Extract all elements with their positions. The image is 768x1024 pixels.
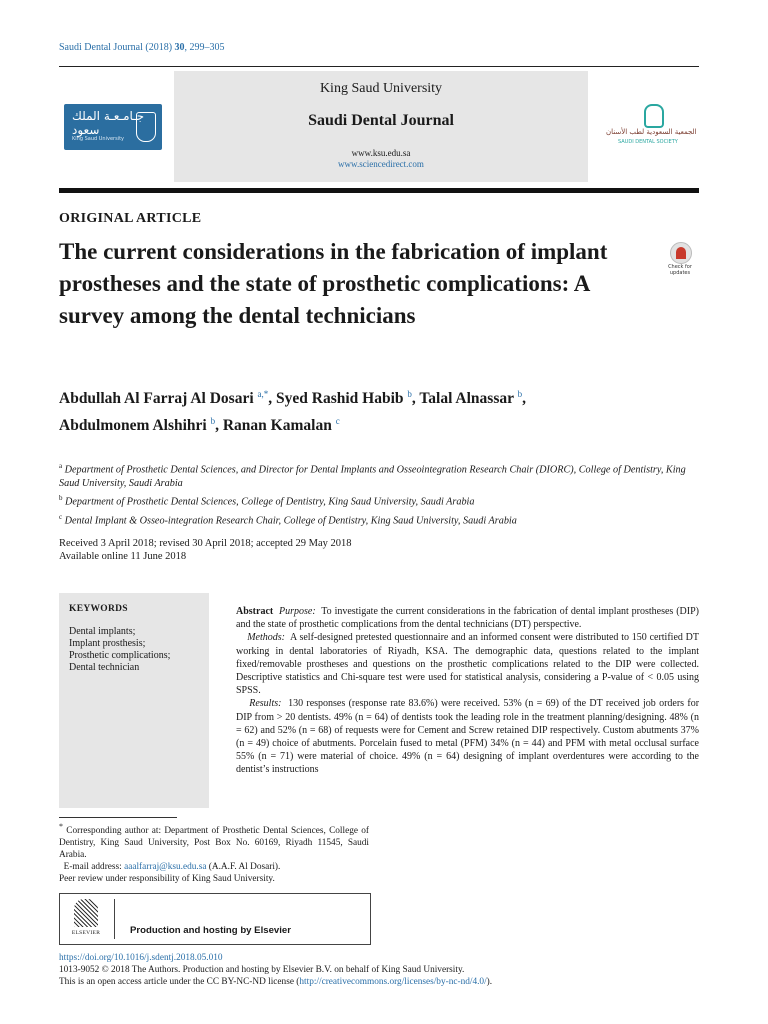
abstract-results: Results: 130 responses (response rate 83.6%) were received. 53% (n = 69) of the DT received job orders for DIP from > 20 dentists. 49% (n = 64) of dentists took the leading role in the treatment planning/designing. 48% (n = 62) and 52% (n = 68) of requests were for Cement and Screw retained DIP respectively. Custom abutments 37% (n = 49) choice of abutments. Porcelain fused to metal (PFM) 34% (n = 44) and PFM with metal occlusal surface 55% (n = 71) were material of choice. 49% (n = 64) designing of implant overdentures were according to the dentist’s instructions xyxy=(236,698,700,776)
tooth-icon xyxy=(644,104,664,128)
author: Talal Alnassar $^b$, xyxy=(419,389,526,408)
citation-pages: , 299–305 xyxy=(184,42,225,53)
ksu-logo-english: King Saud University xyxy=(72,136,124,142)
journal-citation xyxy=(59,42,225,53)
ksu-logo-arabic: جـامـعـة الملك سعود xyxy=(72,109,145,137)
copyright-notice: 1013-9052 © 2018 The Authors. Production and hosting by Elsevier B.V. on behalf of King Saud University. xyxy=(59,965,465,975)
author-affiliation-link[interactable]: b xyxy=(517,389,523,399)
keyword[interactable]: Prosthetic complications; xyxy=(69,650,171,661)
author: Abdulmonem Alshihri $^b$, xyxy=(59,416,223,435)
sds-logo xyxy=(604,104,700,150)
doi-link[interactable]: https://doi.org/10.1016/j.sdentj.2018.05.010 xyxy=(59,953,223,963)
affiliation-item: $^a$ Department of Prosthetic Dental Sciences, and Director for Dental Implants and Osseointegration Research Chair (DIORC), College of Dentistry, King Saud University, Saudi Arabia xyxy=(59,462,686,490)
available-online-date: Available online 11 June 2018 xyxy=(59,551,187,562)
author-affiliation-link[interactable]: a,* xyxy=(257,389,269,399)
affiliation-item: $^b$ Department of Prosthetic Dental Sciences, College of Dentistry, King Saud University, Saudi Arabia xyxy=(59,494,475,508)
abstract-purpose: Abstract Purpose: To investigate the current considerations in the fabrication of dental implant prostheses (DIP) and the state of prosthetic complications from the dental technicians (DT) perspective. xyxy=(236,606,699,631)
abstract xyxy=(236,605,699,777)
author: Ranan Kamalan $^c$ xyxy=(222,416,340,435)
top-rule xyxy=(59,66,699,67)
elsevier-logo xyxy=(68,899,104,939)
citation-text: Saudi Dental Journal (2018) xyxy=(59,42,175,53)
institution-name: King Saud University xyxy=(319,81,443,96)
check-for-updates-badge[interactable] xyxy=(662,242,698,280)
article-type: ORIGINAL ARTICLE xyxy=(59,211,202,226)
footnote-rule xyxy=(59,817,177,818)
keyword[interactable]: Implant prosthesis; xyxy=(69,638,146,649)
sds-logo-arabic: الجمعية السعودية لطب الأسنان xyxy=(606,128,697,136)
corresponding-author-footnote: * Corresponding author at: Department of Prosthetic Dental Sciences, College of Dentistry, King Saud University, Post Box No. 60169, Riyadh 11545, Saudi Arabia. E-mail address: aaalfarraj@ksu.edu.sa (A.A.F. Al Dosari). Peer review under responsibility of King Saud University. xyxy=(59,822,369,885)
elsevier-tree-icon xyxy=(74,899,98,927)
sds-logo-english: SAUDI DENTAL SOCIETY xyxy=(618,139,678,145)
ksu-logo xyxy=(64,104,162,150)
article-title: The current considerations in the fabrication of implant prostheses and the state of prosthetic complications: A survey among the dental technicians xyxy=(59,239,608,328)
author: Abdullah Al Farraj Al Dosari $^{a,*}$, xyxy=(59,389,277,408)
author-affiliation-link[interactable]: b xyxy=(407,389,412,399)
elsevier-box xyxy=(59,893,371,945)
peer-review-note: Peer review under responsibility of King Saud University. xyxy=(59,874,275,885)
keywords-heading: KEYWORDS xyxy=(69,604,128,614)
citation-volume: 30 xyxy=(174,42,185,53)
author: Syed Rashid Habib $^b$, xyxy=(276,389,420,408)
hosting-statement: Production and hosting by Elsevier xyxy=(130,925,291,936)
keyword[interactable]: Dental technician xyxy=(69,662,140,673)
journal-url[interactable]: www.ksu.edu.sa xyxy=(351,148,411,158)
article-footer xyxy=(59,952,699,988)
author-list xyxy=(59,383,679,437)
author-email-link[interactable]: aaalfarraj@ksu.edu.sa xyxy=(124,862,207,873)
license-notice: This is an open access article under the CC BY-NC-ND license (http://creativecommons.org/licenses/by-nc-nd/4.0/). xyxy=(59,977,493,987)
elsevier-logo-text: ELSEVIER xyxy=(71,930,101,936)
journal-name: Saudi Dental Journal xyxy=(308,112,454,129)
keyword[interactable]: Dental implants; xyxy=(69,626,136,637)
abstract-methods: Methods: A self-designed pretested questionnaire and an informed consent were distributed to 150 certified DT working in dental laboratories of Riyadh, KSA. The demographic data, questions related to the implant fixed/removable prostheses and questions on the prosthetic complications related to the DIP were collected. Descriptive statistics and Chi-square test were used for statistical analysis, considering a P-value of < 0.05 using SPSS. xyxy=(236,632,700,697)
article-dates xyxy=(59,537,351,563)
affiliations xyxy=(59,459,699,528)
keywords-list xyxy=(69,626,170,674)
crossmark-label: Check for updates xyxy=(668,264,692,276)
author-affiliation-link[interactable]: c xyxy=(335,416,340,427)
elsevier-divider xyxy=(114,899,115,939)
license-link[interactable]: http://creativecommons.org/licenses/by-nc-nd/4.0/ xyxy=(299,977,487,987)
received-dates: Received 3 April 2018; revised 30 April 2018; accepted 29 May 2018 xyxy=(59,538,352,549)
author-affiliation-link[interactable]: b xyxy=(210,416,216,427)
keywords-box xyxy=(59,593,209,808)
ksu-crest-icon xyxy=(136,112,156,142)
sciencedirect-link[interactable]: www.sciencedirect.com xyxy=(338,159,424,169)
header-rule xyxy=(59,188,699,193)
affiliation-item: $^c$ Dental Implant & Osseo-integration Research Chair, College of Dentistry, King Saud University, Saudi Arabia xyxy=(59,512,517,527)
crossmark-icon xyxy=(670,242,692,264)
